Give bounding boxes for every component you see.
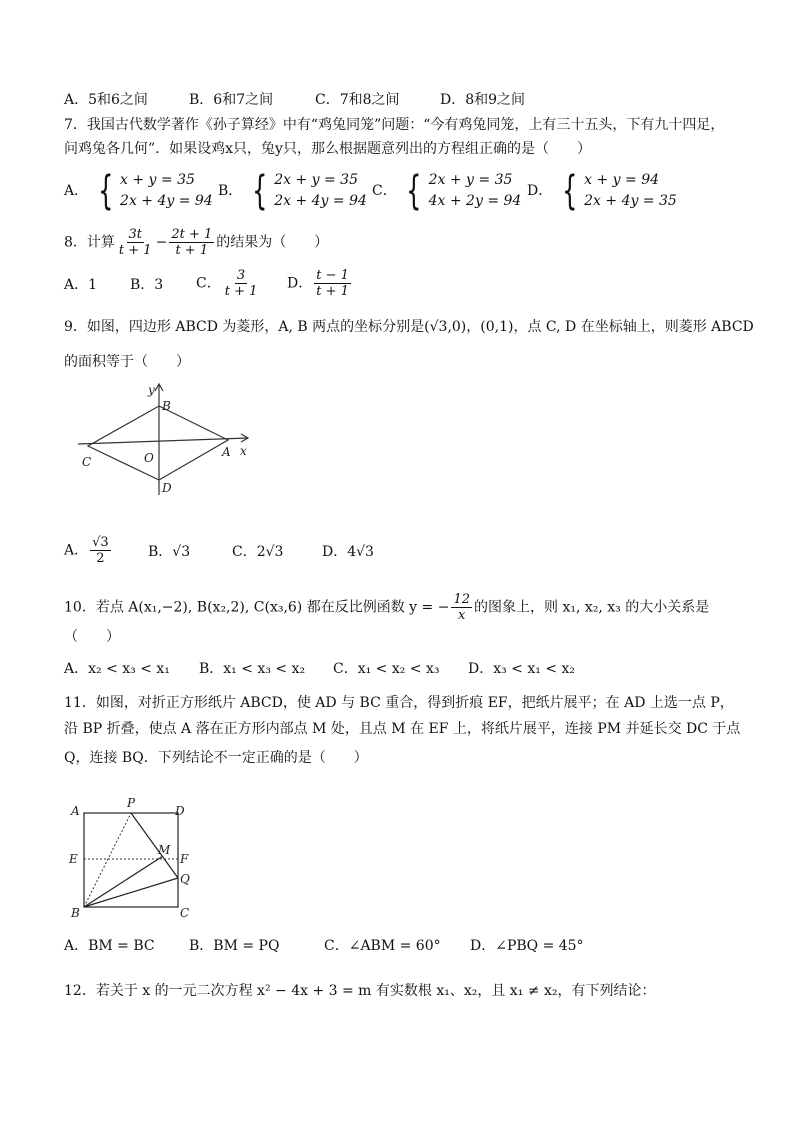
q7-option-d: D． { x + y = 94 2x + 4y = 35: [527, 168, 677, 214]
q6-option-c: C．7和8之间: [315, 92, 400, 108]
label-c: C: [82, 455, 92, 469]
label-b: B: [71, 906, 80, 920]
label-a: A: [71, 804, 80, 818]
label-y: y: [148, 383, 155, 397]
q7-stem-line2: 问鸡兔各几何”．如果设鸡x只，兔y只，那么根据题意列出的方程组正确的是（ ）: [64, 141, 591, 157]
q11-stem-line3: Q，连接 BQ．下列结论不一定正确的是（ ）: [64, 750, 368, 766]
q9-option-a: A． $\frac{√3}{2}$: [64, 535, 109, 566]
q11-option-c: C．∠ABM = 60°: [324, 938, 441, 954]
q7-c-eq2: 4x + 2y = 94: [428, 193, 522, 209]
segment-pq: [131, 813, 178, 878]
q9-stem-line2: 的面积等于（ ）: [64, 354, 190, 370]
fold-line-bp: [84, 813, 131, 907]
q8-option-b: B．3: [130, 277, 164, 293]
q10-option-a: A．x₂ < x₃ < x₁: [64, 661, 170, 677]
q10-option-d: D．x₃ < x₁ < x₂: [468, 661, 576, 677]
q11-square-figure: [62, 795, 202, 920]
q8-option-c: C． $\frac{3}{t + 1}$: [196, 268, 258, 299]
q9-option-b: B．√3: [148, 544, 191, 560]
q10-option-c: C．x₁ < x₂ < x₃: [333, 661, 440, 677]
q8-stem: 8．计算 $\frac{3t}{t + 1}$ − $\frac{2t + 1}{t + 1}$ 的结果为（ ）: [64, 227, 329, 258]
label-a: A: [222, 445, 231, 459]
label-d: D: [175, 804, 185, 818]
q7-d-eq2: 2x + 4y = 35: [584, 193, 677, 209]
q11-option-d: D．∠PBQ = 45°: [470, 938, 584, 954]
q12-stem-line1: 12．若关于 x 的一元二次方程 x² − 4x + 3 = m 有实数根 x₁、x₂，且 x₁ ≠ x₂，有下列结论：: [64, 983, 656, 999]
q8-option-d: D． $\frac{t - 1}{t + 1}$: [287, 268, 349, 299]
q6-option-a: A．5和6之间: [64, 92, 148, 108]
q9-option-c: C．2√3: [232, 544, 284, 560]
q7-b-eq1: 2x + y = 35: [274, 172, 358, 188]
q10-option-b: B．x₁ < x₃ < x₂: [199, 661, 306, 677]
label-x: x: [240, 444, 247, 458]
label-d: D: [162, 481, 172, 495]
q7-option-b: B． { 2x + y = 35 2x + 4y = 94: [218, 168, 367, 214]
q11-stem-line2: 沿 BP 折叠，使点 A 落在正方形内部点 M 处，且点 M 在 EF 上，将纸片展平，连接 PM 并延长交 DC 于点: [64, 721, 741, 737]
q7-c-eq1: 2x + y = 35: [428, 172, 513, 188]
q7-stem-line1: 7．我国古代数学著作《孙子算经》中有“鸡兔同笼”问题：“今有鸡兔同笼，上有三十五头，下有九十四足，: [64, 117, 725, 133]
label-p: P: [127, 796, 136, 810]
segment-bq: [84, 878, 178, 907]
q7-d-eq1: x + y = 94: [584, 172, 660, 188]
label-o: O: [144, 451, 154, 465]
q8-option-a: A．1: [64, 277, 98, 293]
label-m: M: [158, 843, 171, 857]
q7-a-eq2: 2x + 4y = 94: [120, 193, 213, 209]
q9-rhombus-figure: [70, 380, 260, 500]
q6-option-d: D．8和9之间: [440, 92, 526, 108]
q7-option-a: A． { x + y = 35 2x + 4y = 94: [64, 168, 213, 214]
q7-a-eq1: x + y = 35: [120, 172, 195, 188]
q9-option-d: D．4√3: [322, 544, 374, 560]
q9-stem-line1: 9．如图，四边形 ABCD 为菱形，A, B 两点的坐标分别是(√3,0)，(0,1)，点 C, D 在坐标轴上，则菱形 ABCD: [64, 319, 754, 335]
q6-option-b: B．6和7之间: [189, 92, 274, 108]
q11-option-b: B．BM = PQ: [189, 938, 280, 954]
q7-option-c: C． { 2x + y = 35 4x + 2y = 94: [372, 168, 522, 214]
q10-stem-line1: 10．若点 A(x₁,−2), B(x₂,2), C(x₃,6) 都在反比例函数 y = − $\frac{12}{x}$ 的图象上，则 x₁, x₂, x₃ 的大小关系是: [64, 592, 710, 623]
q7-b-eq2: 2x + 4y = 94: [274, 193, 367, 209]
label-q: Q: [180, 872, 190, 886]
label-c: C: [180, 906, 190, 920]
q10-stem-line2: （ ）: [64, 629, 120, 645]
label-b: B: [162, 399, 171, 413]
segment-bm: [84, 856, 163, 907]
label-f: F: [180, 852, 189, 866]
label-e: E: [69, 852, 78, 866]
q11-option-a: A．BM = BC: [64, 938, 155, 954]
q11-stem-line1: 11．如图，对折正方形纸片 ABCD，使 AD 与 BC 重合，得到折痕 EF，把纸片展平；在 AD 上选一点 P，: [64, 695, 734, 711]
